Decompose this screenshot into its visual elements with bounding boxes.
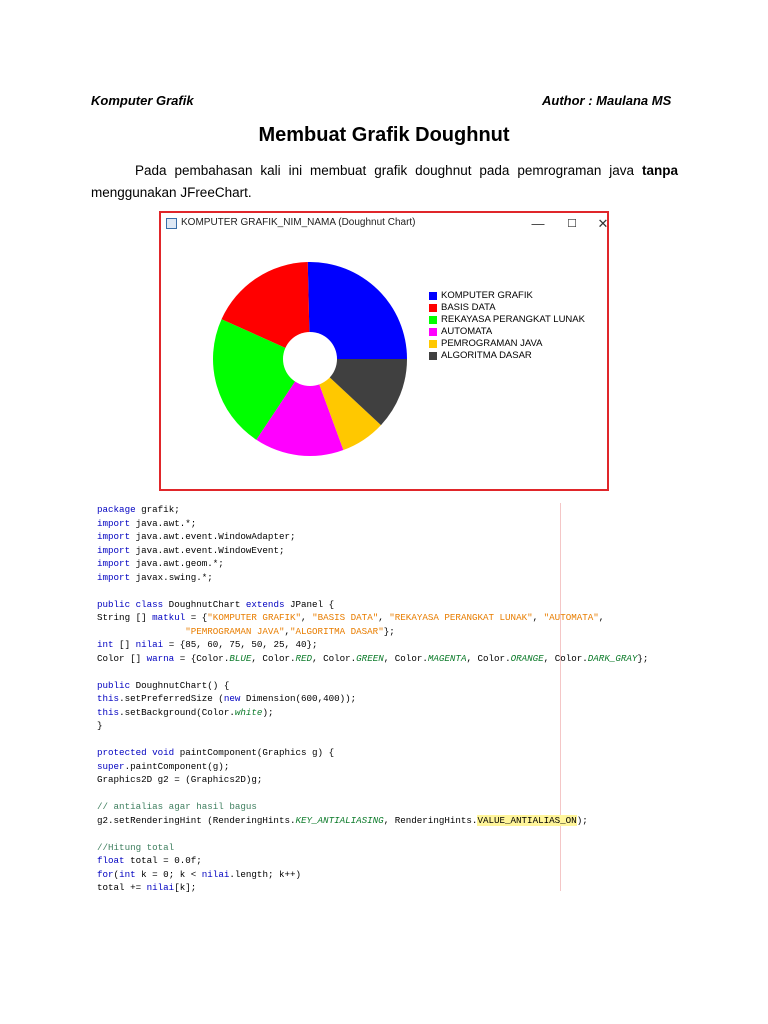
code-line — [97, 787, 648, 801]
header-course: Komputer Grafik — [91, 93, 194, 108]
legend-swatch — [429, 352, 437, 360]
legend-label: REKAYASA PERANGKAT LUNAK — [441, 314, 585, 325]
legend-item — [429, 338, 585, 350]
code-line: float total = 0.0f; — [97, 855, 202, 866]
legend-swatch — [429, 328, 437, 336]
close-button[interactable]: ✕ — [597, 216, 609, 231]
code-line — [97, 827, 648, 841]
code-line: } — [97, 720, 103, 731]
legend-item — [429, 350, 585, 362]
code-line: protected void paintComponent(Graphics g) { — [97, 747, 335, 758]
code-line — [97, 584, 648, 598]
legend-item — [429, 326, 585, 338]
legend-label: KOMPUTER GRAFIK — [441, 290, 533, 301]
header-author: Author : Maulana MS — [542, 93, 672, 108]
code-line: import java.awt.*; — [97, 517, 197, 529]
java-app-icon — [166, 218, 177, 229]
code-line: Color [] warna = {Color.BLUE, Color.RED, Color.GREEN, Color.MAGENTA, Color.ORANGE, Color.DARK_GRAY}; — [97, 652, 649, 664]
intro-paragraph — [91, 160, 678, 204]
intro-text-end: menggunakan JFreeChart. — [91, 185, 252, 200]
legend-swatch — [429, 316, 437, 324]
maximize-button[interactable]: ☐ — [567, 218, 577, 230]
code-line: g2.setRenderingHint (RenderingHints.KEY_ANTIALIASING, RenderingHints.VALUE_ANTIALIAS_ON); — [97, 814, 588, 826]
code-line — [97, 733, 648, 747]
doughnut-hole — [283, 332, 337, 386]
code-line: package grafik; — [97, 504, 180, 515]
code-line: import java.awt.event.WindowEvent; — [97, 544, 285, 556]
legend-label: AUTOMATA — [441, 326, 493, 337]
code-line: import java.awt.event.WindowAdapter; — [97, 531, 296, 542]
legend-label: ALGORITMA DASAR — [441, 350, 532, 361]
chart-window — [159, 211, 609, 491]
code-line: for(int k = 0; k < nilai.length; k++) — [97, 868, 302, 880]
legend-label: BASIS DATA — [441, 302, 496, 313]
code-line: public class DoughnutChart extends JPanel { — [97, 598, 335, 610]
minimize-button[interactable]: — — [531, 216, 545, 231]
code-line: "PEMROGRAMAN JAVA","ALGORITMA DASAR"}; — [185, 625, 395, 637]
intro-text: Pada pembahasan kali ini membuat grafik doughnut pada pemrograman java — [135, 163, 642, 178]
window-titlebar[interactable] — [161, 213, 607, 235]
code-line: total += nilai[k]; — [97, 882, 197, 893]
code-block — [97, 503, 648, 895]
legend-swatch — [429, 292, 437, 300]
legend-item — [429, 302, 585, 314]
code-line: this.setPreferredSize (new Dimension(600,400)); — [97, 693, 357, 704]
code-line: //Hitung total — [97, 841, 175, 853]
legend-label: PEMROGRAMAN JAVA — [441, 338, 543, 349]
code-line: String [] matkul = {"KOMPUTER GRAFIK", "BASIS DATA", "REKAYASA PERANGKAT LUNAK", "AUTOMATA", — [97, 612, 605, 623]
code-line: import javax.swing.*; — [97, 571, 213, 583]
legend-item — [429, 290, 585, 302]
legend-item — [429, 314, 585, 326]
code-line: super.paintComponent(g); — [97, 760, 230, 772]
window-title: KOMPUTER GRAFIK_NIM_NAMA (Doughnut Chart) — [181, 217, 416, 228]
legend-swatch — [429, 304, 437, 312]
code-line: int [] nilai = {85, 60, 75, 50, 25, 40}; — [97, 639, 318, 650]
intro-bold-word: tanpa — [641, 163, 678, 178]
page-title: Membuat Grafik Doughnut — [258, 124, 510, 146]
code-line: Graphics2D g2 = (Graphics2D)g; — [97, 774, 263, 785]
code-line: // antialias agar hasil bagus — [97, 801, 257, 812]
legend-swatch — [429, 340, 437, 348]
code-line: public DoughnutChart() { — [97, 679, 230, 691]
code-line: import java.awt.geom.*; — [97, 558, 224, 569]
chart-legend — [429, 290, 585, 362]
code-line — [97, 665, 648, 679]
doughnut-chart — [161, 235, 607, 489]
code-line: this.setBackground(Color.white); — [97, 706, 274, 718]
